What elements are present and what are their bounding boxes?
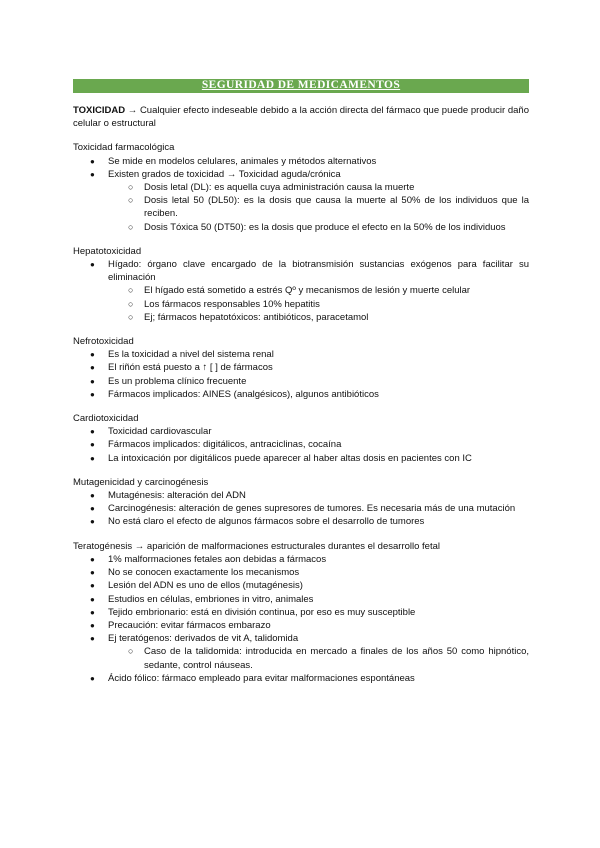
list-item: [73, 606, 529, 619]
section-title: Nefrotoxicidad: [73, 336, 134, 348]
sub-list-item: [73, 221, 529, 234]
list-item: [73, 579, 529, 592]
bullet-icon: ●: [90, 634, 95, 644]
list-item-text: Se mide en modelos celulares, animales y métodos alternativos: [108, 155, 377, 167]
intro-arrow: →: [125, 105, 140, 116]
list-item: [73, 438, 529, 451]
bullet-icon: ●: [90, 568, 95, 578]
section-title: Cardiotoxicidad: [73, 413, 139, 425]
bullet-icon: ●: [90, 554, 95, 564]
list-item: [73, 553, 529, 566]
section: [73, 245, 529, 324]
list-item-text: Es la toxicidad a nivel del sistema renal: [108, 349, 274, 361]
bullet-list: [73, 489, 529, 529]
sub-list-item-text: Dosis Tóxica 50 (DT50): es la dosis que produce el efecto en la 50% de los individuos: [144, 221, 506, 233]
bullet-icon: ●: [90, 453, 95, 463]
list-item: [73, 258, 529, 324]
list-item: [73, 452, 529, 465]
sub-list-item: [73, 311, 529, 324]
bullet-list: [73, 553, 529, 685]
bullet-icon: ●: [90, 594, 95, 604]
list-item: [73, 388, 529, 401]
list-item-text: Estudios en células, embriones in vitro, animales: [108, 593, 314, 605]
circle-bullet-icon: ○: [128, 646, 134, 657]
sub-list-item-text: Caso de la talidomida: introducida en mercado a finales de los años 50 como hipnótico, sedante, control náuseas.: [144, 646, 529, 671]
bullet-icon: ●: [90, 169, 95, 179]
section-title: Teratogénesis → aparición de malformaciones estructurales durantes el desarrollo fetal: [73, 540, 440, 552]
section: [73, 335, 529, 401]
list-item-text: Hígado: órgano clave encargado de la biotransmisión sustancias exógenos para facilitar su eliminación: [108, 259, 529, 284]
list-item-text: La intoxicación por digitálicos puede aparecer al haber altas dosis en pacientes con IC: [108, 452, 472, 464]
bullet-icon: ●: [90, 389, 95, 399]
sub-list-item-text: Los fármacos responsables 10% hepatitis: [144, 298, 320, 310]
list-item: [73, 361, 529, 374]
section-title: Toxicidad farmacológica: [73, 142, 175, 154]
sub-list-item-text: Dosis letal (DL): es aquella cuya administración causa la muerte: [144, 182, 415, 194]
list-item: [73, 502, 529, 515]
section: [73, 540, 529, 685]
circle-bullet-icon: ○: [128, 311, 134, 322]
list-item: [73, 168, 529, 234]
list-item-text: Existen grados de toxicidad → Toxicidad aguda/crónica: [108, 168, 341, 180]
list-item: [73, 515, 529, 528]
list-item-text: Carcinogénesis: alteración de genes supresores de tumores. Es necesaria más de una mutación: [108, 503, 516, 515]
list-item: [73, 489, 529, 502]
bullet-icon: ●: [90, 620, 95, 630]
intro-text: Cualquier efecto indeseable debido a la acción directa del fármaco que puede producir daño celular o estructural: [73, 105, 529, 130]
list-item: [73, 632, 529, 672]
section-title: Hepatotoxicidad: [73, 245, 142, 257]
section: [73, 141, 529, 233]
list-item-text: El riñón está puesto a ↑ [ ] de fármacos: [108, 362, 273, 374]
bullet-icon: ●: [90, 517, 95, 527]
list-item: [73, 155, 529, 168]
list-item-text: Es un problema clínico frecuente: [108, 375, 247, 387]
sub-list-item-text: Ej; fármacos hepatotóxicos: antibióticos, paracetamol: [144, 311, 369, 323]
bullet-icon: ●: [90, 156, 95, 166]
list-item-text: No está claro el efecto de algunos fármacos sobre el desarrollo de tumores: [108, 516, 425, 528]
sub-list-item: [73, 284, 529, 297]
bullet-icon: ●: [90, 581, 95, 591]
section-title: Mutagenicidad y carcinogénesis: [73, 476, 209, 488]
bullet-icon: ●: [90, 440, 95, 450]
list-item-text: Tejido embrionario: está en división continua, por eso es muy susceptible: [108, 606, 416, 618]
page-title: SEGURIDAD DE MEDICAMENTOS: [201, 79, 401, 92]
bullet-list: [73, 155, 529, 234]
sections-container: [73, 141, 529, 685]
circle-bullet-icon: ○: [128, 182, 134, 193]
list-item-text: Lesión del ADN es uno de ellos (mutagénesis): [108, 580, 303, 592]
sub-list: [108, 645, 529, 671]
list-item: [73, 425, 529, 438]
sub-list-item-text: El hígado está sometido a estrés Qº y mecanismos de lesión y muerte celular: [144, 285, 471, 297]
list-item-text: Fármacos implicados: AINES (analgésicos), algunos antibióticos: [108, 388, 379, 400]
sub-list-item: [73, 645, 529, 671]
sub-list: [108, 284, 529, 324]
list-item-text: Toxicidad cardiovascular: [108, 426, 212, 438]
bullet-icon: ●: [90, 504, 95, 514]
list-item: [73, 348, 529, 361]
section: [73, 412, 529, 465]
section: [73, 476, 529, 529]
document-body: [73, 104, 529, 685]
circle-bullet-icon: ○: [128, 285, 134, 296]
list-item-text: Fármacos implicados: digitálicos, antraciclinas, cocaína: [108, 439, 342, 451]
sub-list-item: [73, 298, 529, 311]
bullet-icon: ●: [90, 350, 95, 360]
list-item-text: Ácido fólico: fármaco empleado para evitar malformaciones espontáneas: [108, 672, 415, 684]
list-item-text: 1% malformaciones fetales aon debidas a fármacos: [108, 553, 327, 565]
bullet-list: [73, 258, 529, 324]
list-item-text: Ej teratógenos: derivados de vit A, talidomida: [108, 633, 299, 645]
sub-list-item: [73, 194, 529, 220]
bullet-icon: ●: [90, 260, 95, 270]
bullet-icon: ●: [90, 427, 95, 437]
list-item: [73, 619, 529, 632]
bullet-list: [73, 425, 529, 465]
bullet-icon: ●: [90, 491, 95, 501]
list-item-text: Precaución: evitar fármacos embarazo: [108, 619, 271, 631]
list-item: [73, 566, 529, 579]
intro-paragraph: [73, 104, 529, 130]
circle-bullet-icon: ○: [128, 195, 134, 206]
circle-bullet-icon: ○: [128, 298, 134, 309]
sub-list-item: [73, 181, 529, 194]
list-item-text: Mutagénesis: alteración del ADN: [108, 490, 246, 502]
bullet-icon: ●: [90, 673, 95, 683]
list-item: [73, 593, 529, 606]
bullet-icon: ●: [90, 607, 95, 617]
intro-term: TOXICIDAD: [73, 105, 126, 116]
list-item: [73, 375, 529, 388]
title-banner: [73, 79, 529, 93]
list-item: [73, 672, 529, 685]
bullet-icon: ●: [90, 376, 95, 386]
list-item-text: No se conocen exactamente los mecanismos: [108, 567, 300, 579]
sub-list-item-text: Dosis letal 50 (DL50): es la dosis que causa la muerte al 50% de los individuos que la reciben.: [144, 195, 529, 220]
circle-bullet-icon: ○: [128, 221, 134, 232]
bullet-icon: ●: [90, 363, 95, 373]
bullet-list: [73, 348, 529, 401]
sub-list: [108, 181, 529, 234]
